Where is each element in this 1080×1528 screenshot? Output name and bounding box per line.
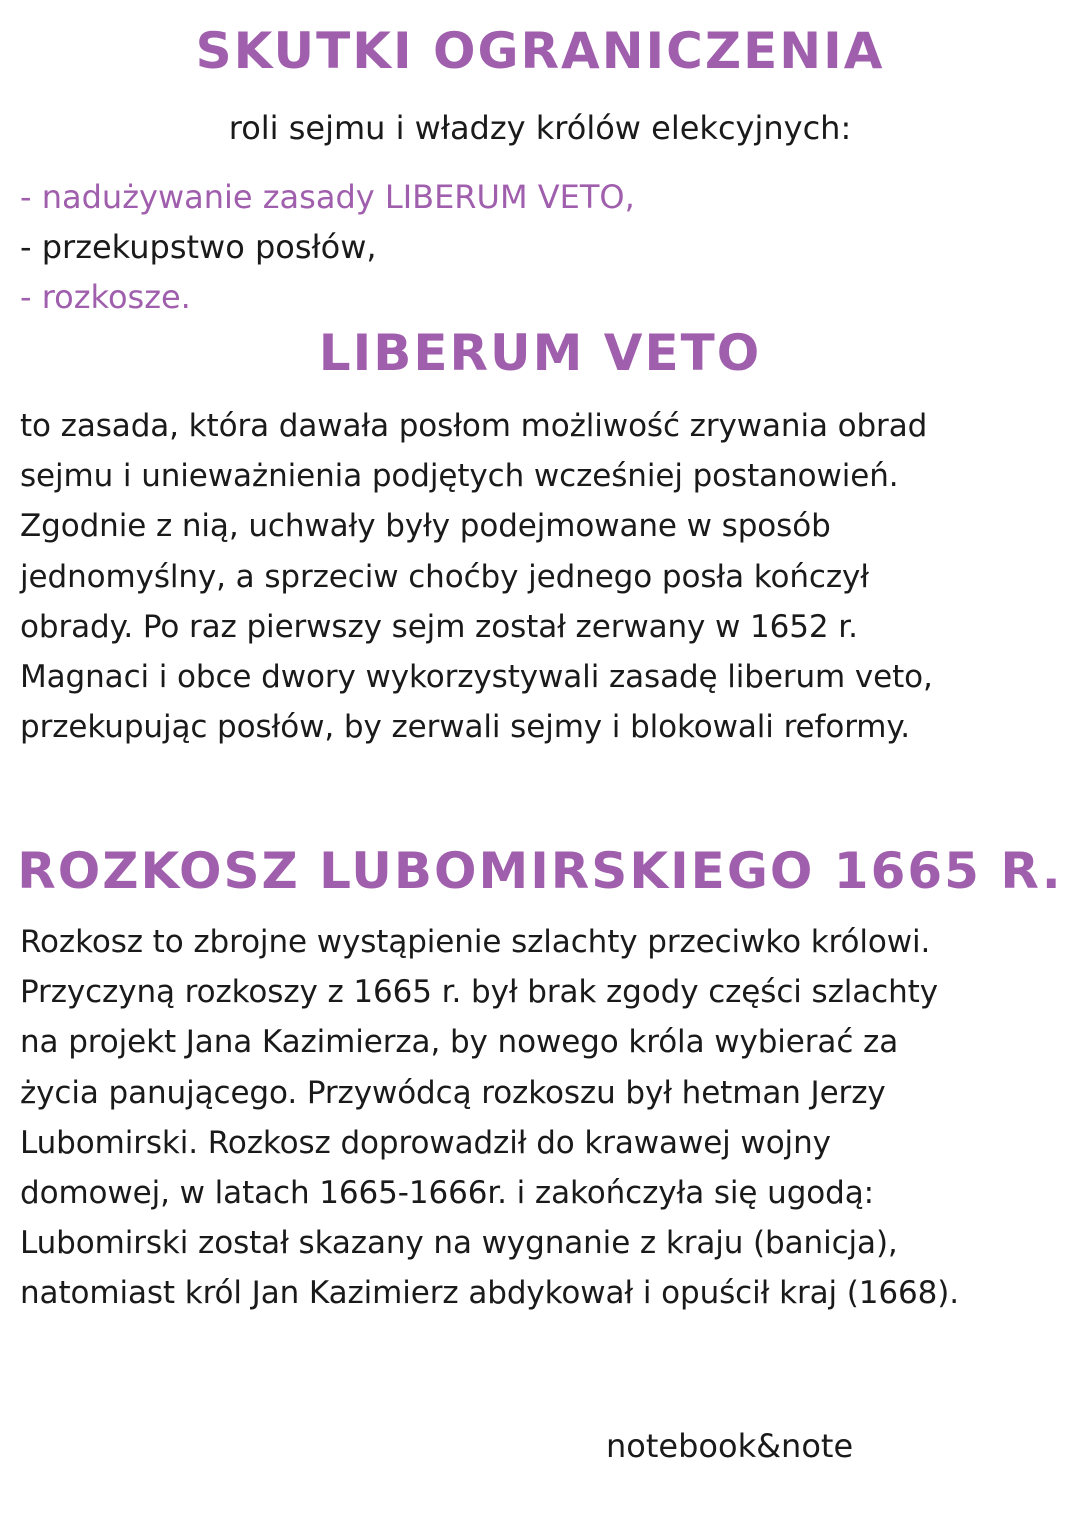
paragraph-line: obrady. Po raz pierwszy sejm został zerwany w 1652 r.: [20, 608, 858, 645]
paragraph-line: domowej, w latach 1665-1666r. i zakończyła się ugodą:: [20, 1175, 874, 1212]
paragraph-line: natomiast król Jan Kazimierz abdykował i opuścił kraj (1668).: [20, 1275, 959, 1312]
section-heading-rozkosz: ROZKOSZ LUBOMIRSKIEGO 1665 R.: [17, 842, 1063, 900]
paragraph-line: Magnaci i obce dwory wykorzystywali zasadę liberum veto,: [20, 659, 933, 696]
rozkosz-paragraph: [20, 917, 959, 1319]
paragraph-line: na projekt Jana Kazimierza, by nowego króla wybierać za: [20, 1024, 899, 1061]
paragraph-line: sejmu i unieważnienia podjętych wcześniej postanowień.: [20, 458, 899, 495]
section-heading-liberum-veto: LIBERUM VETO: [318, 324, 762, 382]
paragraph-line: życia panującego. Przywódcą rozkoszu był hetman Jerzy: [20, 1074, 886, 1111]
paragraph-line: Lubomirski został skazany na wygnanie z kraju (banicja),: [20, 1225, 898, 1262]
paragraph-line: Przyczyną rozkoszy z 1665 r. był brak zgody części szlachty: [20, 974, 938, 1011]
paragraph-line: jednomyślny, a sprzeciw choćby jednego posła kończył: [20, 558, 869, 595]
footer-signature: notebook&note: [606, 1427, 854, 1465]
section-subtitle: roli sejmu i władzy królów elekcyjnych:: [228, 109, 852, 147]
list-item: - rozkosze.: [20, 278, 191, 316]
effects-list: [20, 172, 635, 322]
list-item: - przekupstwo posłów,: [20, 228, 377, 266]
list-item: - nadużywanie zasady LIBERUM VETO,: [20, 178, 635, 216]
paragraph-line: Lubomirski. Rozkosz doprowadził do krawawej wojny: [20, 1124, 831, 1161]
paragraph-line: Rozkosz to zbrojne wystąpienie szlachty przeciwko królowi.: [20, 924, 931, 960]
liberum-veto-paragraph: [20, 401, 933, 752]
section-heading-skutki: SKUTKI OGRANICZENIA: [195, 22, 885, 80]
paragraph-line: to zasada, która dawała posłom możliwość zrywania obrad: [20, 408, 928, 444]
paragraph-line: przekupując posłów, by zerwali sejmy i blokowali reformy.: [20, 709, 910, 746]
paragraph-line: Zgodnie z nią, uchwały były podejmowane w sposób: [20, 508, 831, 545]
